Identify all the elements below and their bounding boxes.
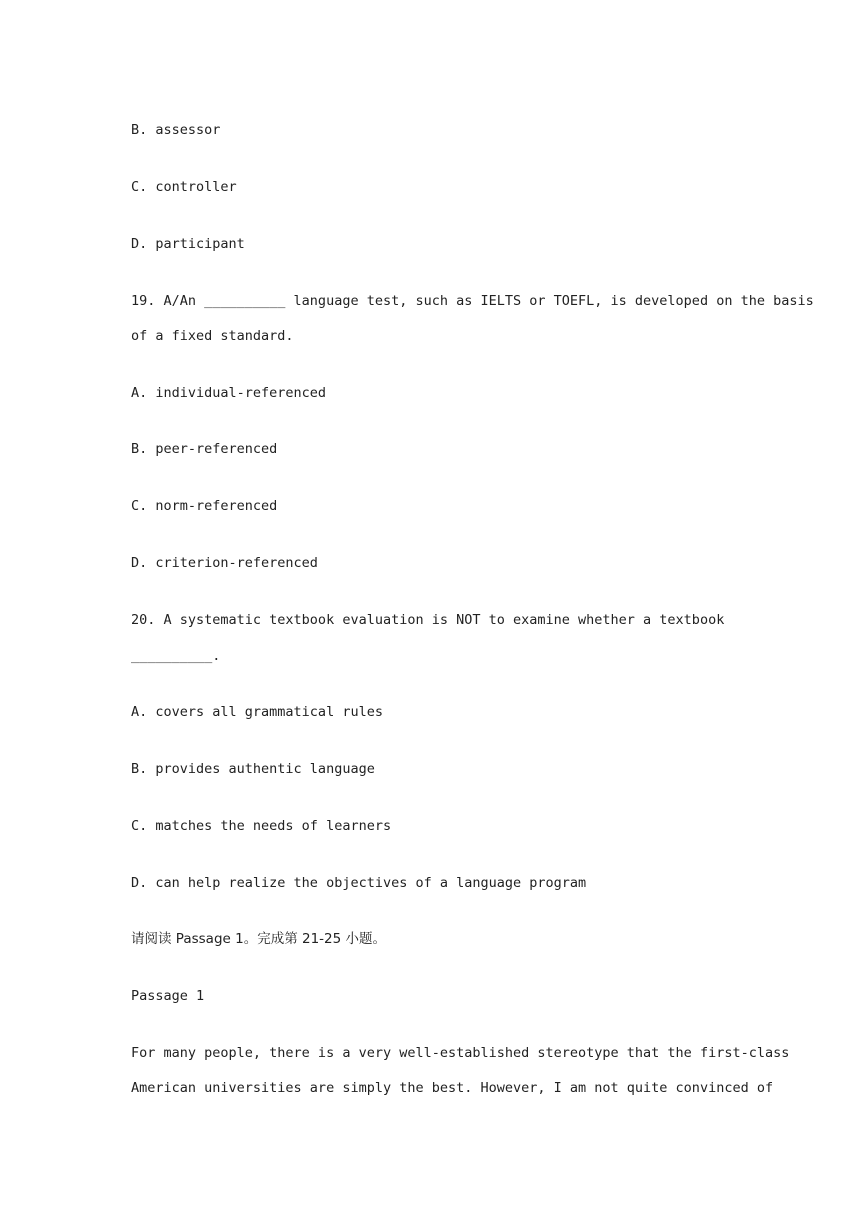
q20-stem-line-1: 20. A systematic textbook evaluation is NOT to examine whether a textbook [131,612,725,628]
q20-option-b: B. provides authentic language [131,761,375,777]
q20-option-c: C. matches the needs of learners [131,818,392,834]
q19-stem-line-2: of a fixed standard. [131,328,294,344]
q18-option-c: C. controller [131,179,237,195]
passage-line-1: For many people, there is a very well-established stereotype that the first-class [131,1045,790,1061]
q20-option-a: A. covers all grammatical rules [131,704,383,720]
q19-option-d: D. criterion-referenced [131,555,318,571]
q20-option-d: D. can help realize the objectives of a language program [131,875,587,891]
q19-option-a: A. individual-referenced [131,385,327,401]
passage-title: Passage 1 [131,988,205,1004]
q18-option-b: B. assessor [131,122,221,138]
q19-option-c: C. norm-referenced [131,498,278,514]
passage-line-2: American universities are simply the best. However, I am not quite convinced of [131,1080,774,1096]
q19-option-b: B. peer-referenced [131,441,278,457]
q20-stem-line-2: __________. [131,648,221,664]
passage-instruction: 请阅读 Passage 1。完成第 21-25 小题。 [131,931,387,947]
q18-option-d: D. participant [131,236,245,252]
q19-stem-line-1: 19. A/An __________ language test, such as IELTS or TOEFL, is developed on the basis [131,293,814,309]
